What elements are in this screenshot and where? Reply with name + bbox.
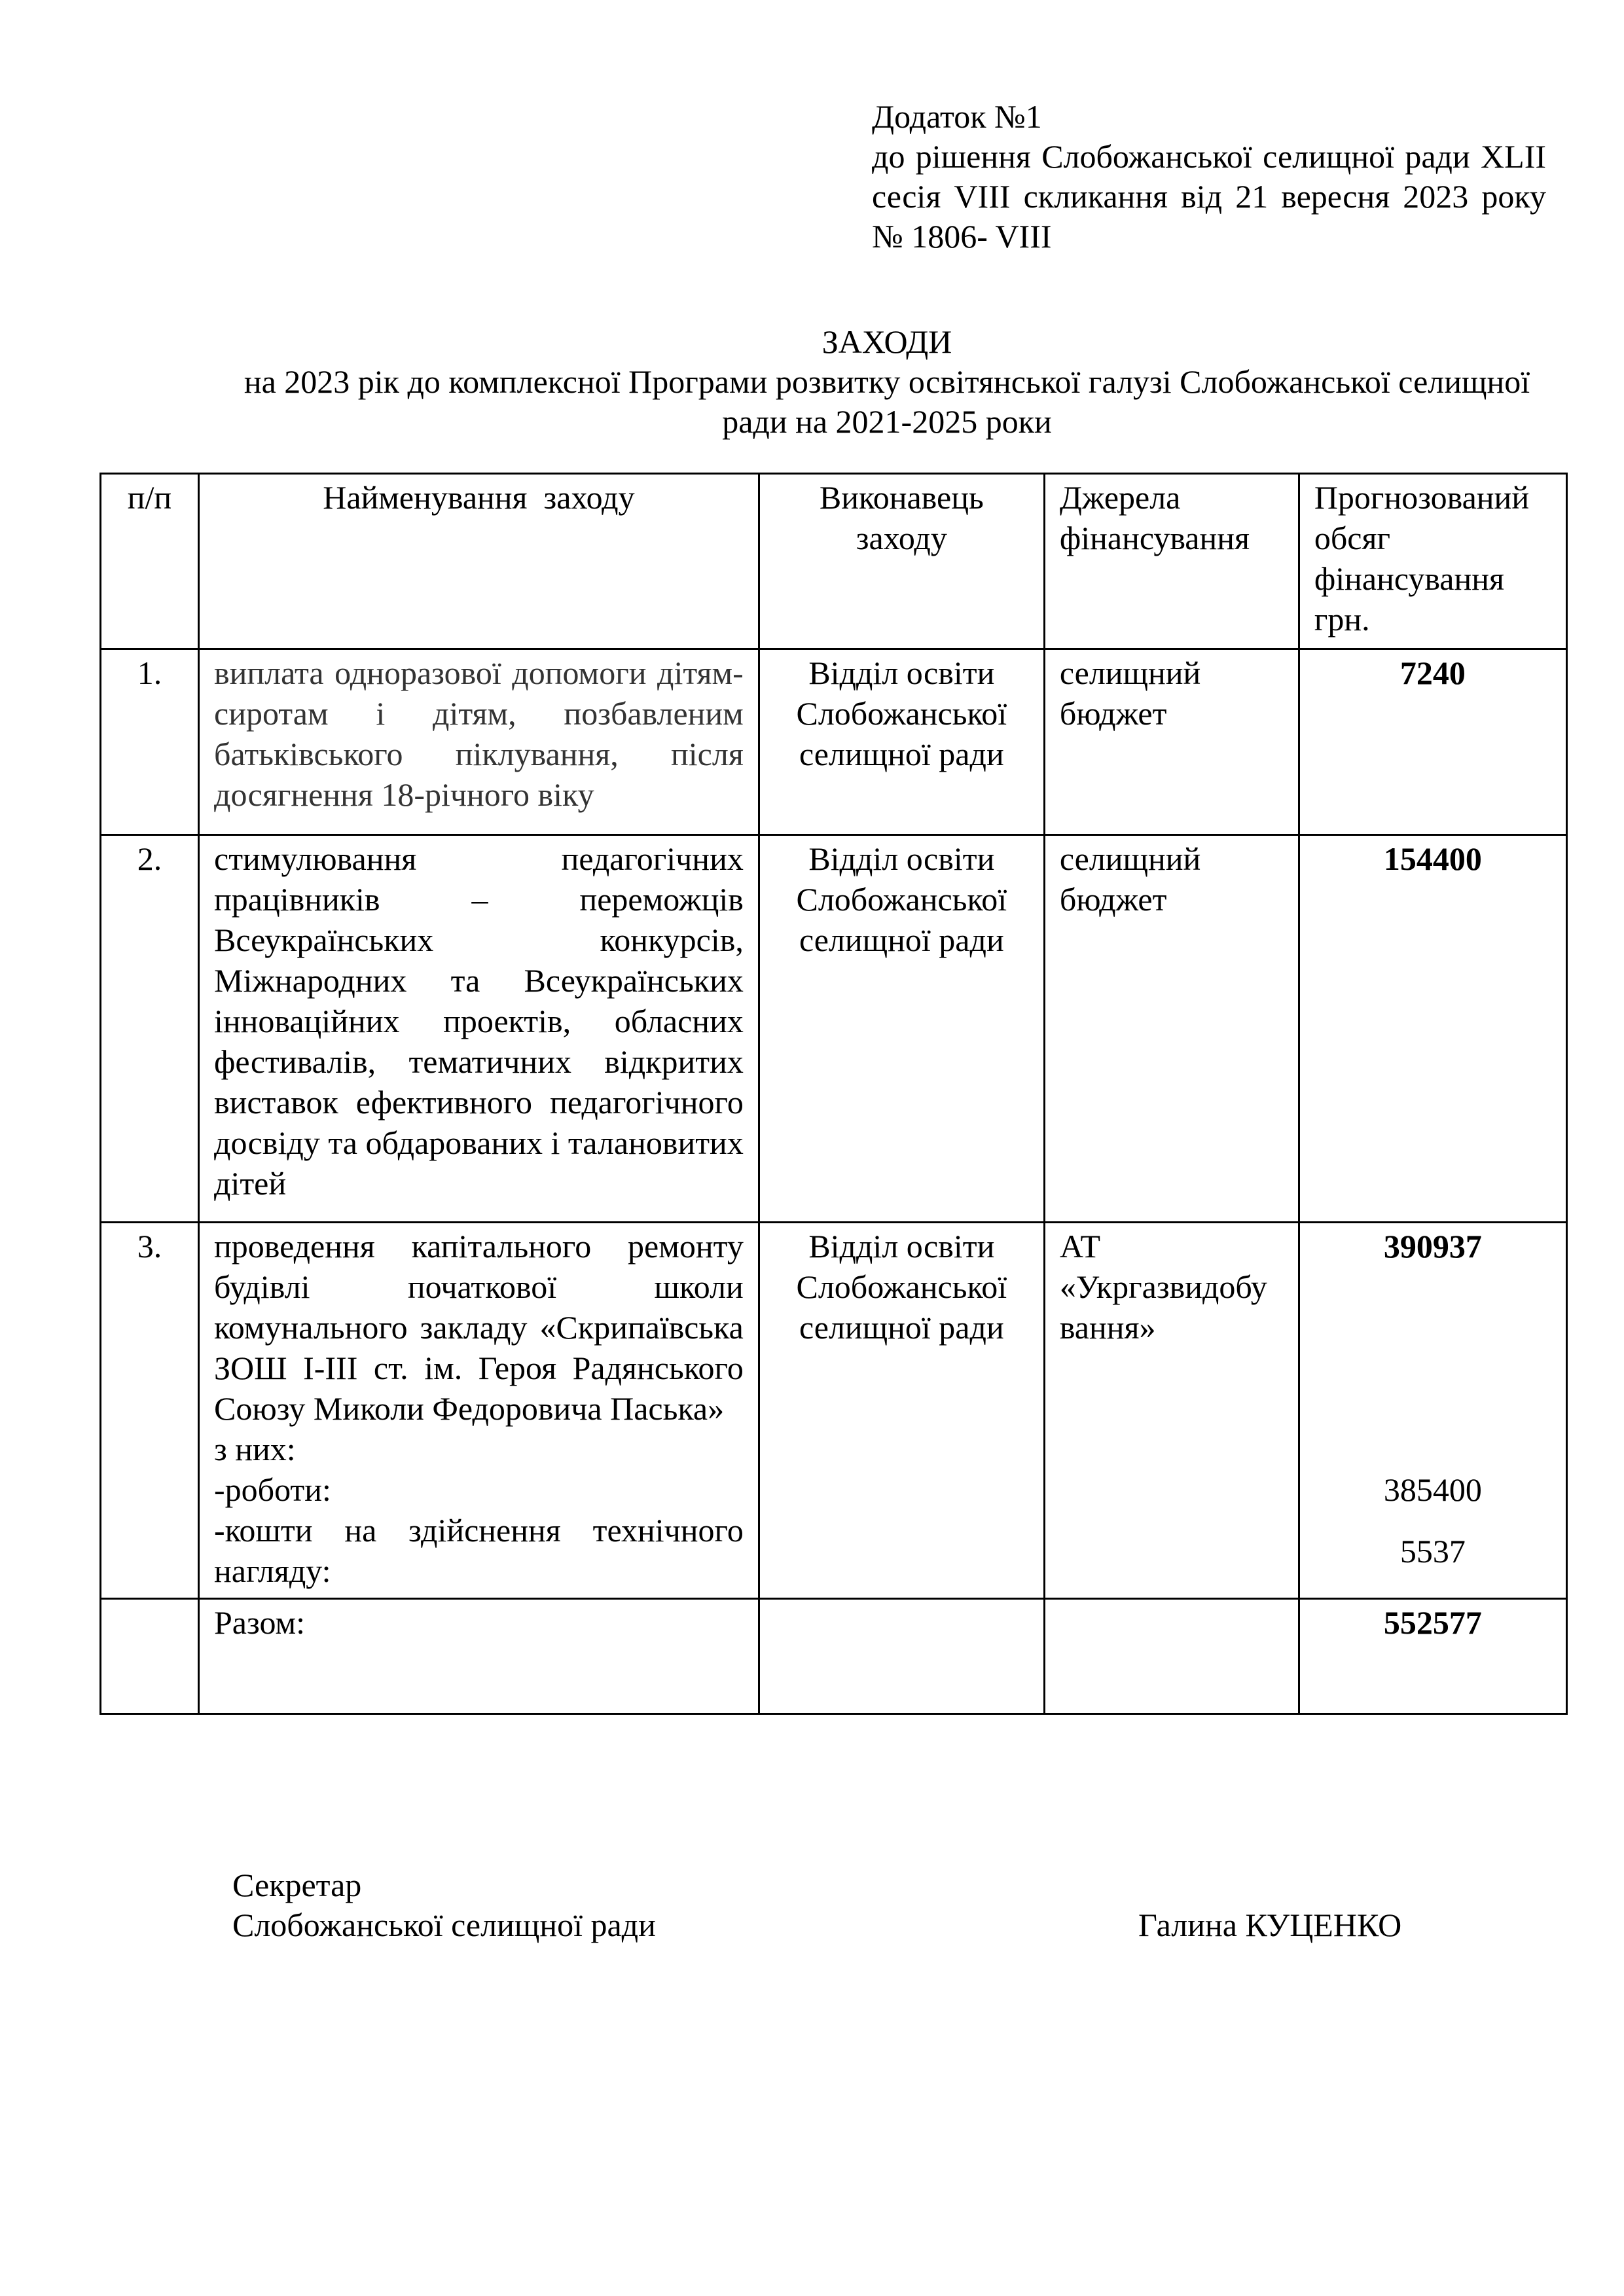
session-line: сесія VIII скликання від 21 вересня 2023 року [872, 178, 1546, 215]
executor-line: Відділ освіти [808, 655, 995, 691]
name-line: проведення капітального ремонту [214, 1228, 744, 1265]
executor-line: Відділ освіти [808, 840, 995, 877]
header-amount-line: грн. [1314, 601, 1370, 637]
total-num [101, 1599, 199, 1714]
measures-table [99, 473, 1568, 1715]
amount-total: 390937 [1383, 1228, 1482, 1265]
document-title [196, 322, 1578, 442]
total-executor [759, 1599, 1044, 1714]
header-num: п/п [101, 474, 199, 649]
header-amount-line: обсяг [1314, 520, 1390, 556]
decision-number: № 1806- VIII [872, 218, 1052, 255]
source-line: вання» [1059, 1309, 1156, 1346]
row-name [199, 1223, 759, 1599]
total-amount: 552577 [1299, 1599, 1566, 1714]
name-line: Всеукраїнських конкурсів, [214, 922, 744, 958]
executor-line: селищної ради [799, 1309, 1004, 1346]
row-executor [759, 835, 1044, 1223]
name-line: фестивалів, тематичних відкритих [214, 1043, 744, 1080]
name-line: досвіду та обдарованих і талановитих [214, 1124, 744, 1161]
signature-org: Слобожанської селищної ради [232, 1907, 656, 1943]
name-line: ЗОШ І-ІІІ ст. ім. Героя Радянського [214, 1350, 744, 1386]
table-header-row [101, 474, 1567, 649]
executor-line: Відділ освіти [808, 1228, 995, 1265]
source-line: бюджет [1059, 881, 1167, 918]
appendix-number: Додаток №1 [872, 98, 1042, 135]
row-amount: 154400 [1299, 835, 1566, 1223]
amount-supervision: 5537 [1399, 1533, 1466, 1570]
decision-line: до рішення Слобожанської селищної ради XLII [872, 138, 1546, 175]
title-line-3: ради на 2021-2025 роки [722, 403, 1052, 440]
name-line: інноваційних проектів, обласних [214, 1003, 744, 1039]
row-amount: 7240 [1299, 649, 1566, 835]
amount-works: 385400 [1383, 1471, 1482, 1508]
header-amount-line: Прогнозований [1314, 479, 1530, 516]
title-line-2: на 2023 рік до комплексної Програми розвитку освітянської галузі Слобожанської селищної [244, 363, 1530, 400]
row-source [1044, 1223, 1299, 1599]
name-line: Союзу Миколи Федоровича Паська» [214, 1390, 725, 1427]
source-line: АТ [1059, 1228, 1101, 1265]
row-source [1044, 835, 1299, 1223]
header-executor-line: заходу [856, 520, 947, 556]
signature-block [232, 1865, 1476, 1945]
total-label: Разом: [199, 1599, 759, 1714]
name-line: з них: [214, 1431, 296, 1467]
executor-line: селищної ради [799, 922, 1004, 958]
row-name [199, 649, 759, 835]
name-line: працівників – переможців [214, 881, 744, 918]
total-source [1044, 1599, 1299, 1714]
total-row [101, 1599, 1567, 1714]
name-line: -роботи: [214, 1471, 331, 1508]
row-executor [759, 649, 1044, 835]
header-executor-line: Виконавець [819, 479, 984, 516]
title-heading: ЗАХОДИ [821, 323, 952, 360]
row-num: 3. [101, 1223, 199, 1599]
name-line: сиротам і дітям, позбавленим [214, 695, 744, 732]
header-amount [1299, 474, 1566, 649]
name-line: -кошти на здійснення технічного [214, 1512, 744, 1549]
name-line: досягнення 18-річного віку [214, 776, 594, 813]
header-source-line: фінансування [1059, 520, 1250, 556]
row-num: 2. [101, 835, 199, 1223]
row-name [199, 835, 759, 1223]
name-line: комунального закладу «Скрипаївська [214, 1309, 744, 1346]
executor-line: Слобожанської [796, 695, 1007, 732]
name-line: нагляду: [214, 1552, 331, 1589]
row-amount [1299, 1223, 1566, 1599]
executor-line: селищної ради [799, 736, 1004, 772]
row-source [1044, 649, 1299, 835]
name-line: дітей [214, 1165, 287, 1202]
appendix-header [872, 97, 1546, 257]
header-executor [759, 474, 1044, 649]
executor-line: Слобожанської [796, 881, 1007, 918]
signature-position: Секретар [232, 1867, 362, 1903]
header-source-line: Джерела [1059, 479, 1181, 516]
name-line: Міжнародних та Всеукраїнських [214, 962, 744, 999]
header-name: Найменування заходу [199, 474, 759, 649]
executor-line: Слобожанської [796, 1268, 1007, 1305]
source-line: «Укргазвидобу [1059, 1268, 1267, 1305]
name-line: виставок ефективного педагогічного [214, 1084, 744, 1121]
name-line: стимулювання педагогічних [214, 840, 744, 877]
source-line: селищний [1059, 655, 1201, 691]
row-executor [759, 1223, 1044, 1599]
name-line: виплата одноразової допомоги дітям- [214, 655, 744, 691]
name-line: батьківського піклування, після [214, 736, 744, 772]
header-source [1044, 474, 1299, 649]
row-num: 1. [101, 649, 199, 835]
name-line: будівлі початкової школи [214, 1268, 744, 1305]
table-row [101, 1223, 1567, 1599]
source-line: селищний [1059, 840, 1201, 877]
table-row [101, 835, 1567, 1223]
header-amount-line: фінансування [1314, 560, 1505, 597]
source-line: бюджет [1059, 695, 1167, 732]
table-row [101, 649, 1567, 835]
signature-name: Галина КУЦЕНКО [1138, 1907, 1402, 1943]
